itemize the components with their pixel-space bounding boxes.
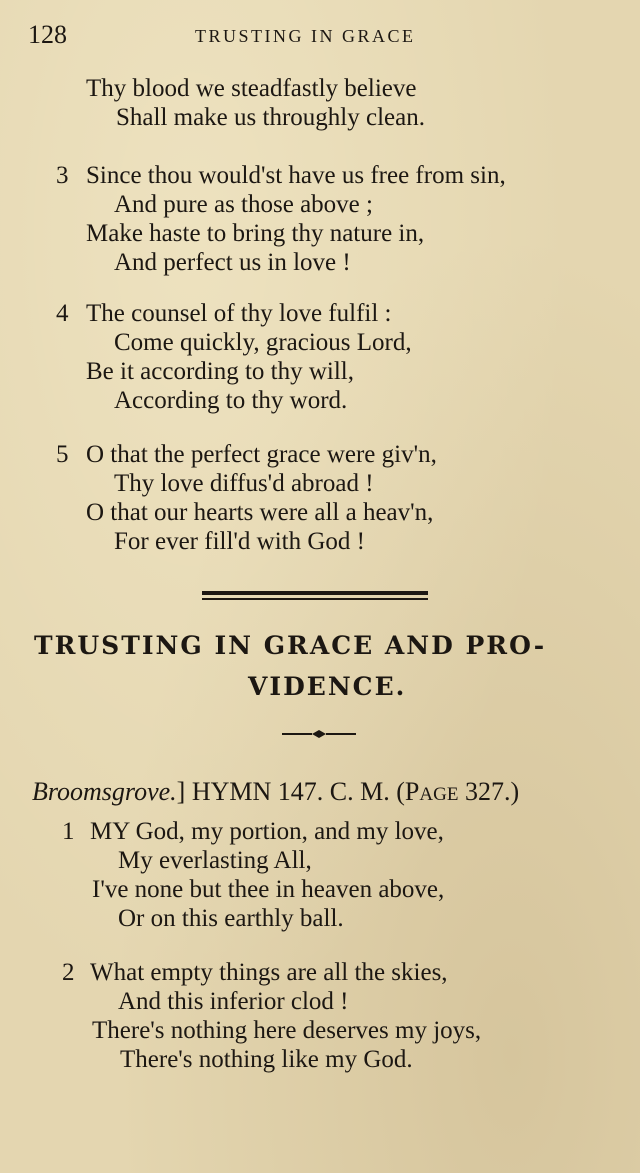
verse-line: The counsel of thy love fulfil : — [86, 300, 392, 327]
verse-line: What empty things are all the skies, — [90, 959, 448, 986]
verse-line: Come quickly, gracious Lord, — [114, 329, 412, 356]
page-number: 128 — [28, 20, 67, 49]
verse-line: And pure as those above ; — [114, 191, 373, 218]
page-header — [0, 20, 640, 54]
verse-line: Make haste to bring thy nature in, — [86, 220, 425, 247]
verse-number: 3 — [56, 162, 69, 189]
verse-number: 1 — [62, 818, 75, 845]
running-head: TRUSTING IN GRACE — [195, 26, 416, 46]
verse-line: There's nothing like my God. — [120, 1046, 413, 1073]
verse-line: My everlasting All, — [118, 847, 312, 874]
verse-line: Or on this earthly ball. — [118, 905, 344, 932]
verse-line: MY God, my portion, and my love, — [90, 818, 444, 845]
verse-number: 5 — [56, 441, 69, 468]
section-title: VIDENCE. — [248, 672, 407, 701]
verse-line: Since thou would'st have us free from sin, — [86, 162, 506, 189]
verse-line: There's nothing here deserves my joys, — [92, 1017, 482, 1044]
divider-rule — [202, 598, 428, 600]
verse-line: Shall make us throughly clean. — [116, 104, 425, 131]
hymn-heading — [32, 777, 519, 810]
hymn-label: HYMN 147. C. M. — [191, 777, 390, 806]
page-reference: (PAGE 327.) — [396, 777, 520, 806]
verse-line: And perfect us in love ! — [114, 249, 351, 276]
verse-line: And this inferior clod ! — [118, 988, 349, 1015]
divider-rule — [202, 591, 428, 595]
verse-line: According to thy word. — [114, 387, 348, 414]
verse-line: Be it according to thy will, — [86, 358, 355, 385]
bracket: ] — [176, 777, 186, 806]
verse-line: Thy love diffus'd abroad ! — [114, 470, 374, 497]
verse-number: 4 — [56, 300, 69, 327]
verse-line: O that our hearts were all a heav'n, — [86, 499, 434, 526]
verse-number: 2 — [62, 959, 75, 986]
verse-line: For ever fill'd with God ! — [114, 528, 365, 555]
section-title: TRUSTING IN GRACE AND PRO- — [34, 631, 547, 660]
verse-line: I've none but thee in heaven above, — [92, 876, 445, 903]
ornament-icon — [282, 727, 356, 741]
tune-name: Broomsgrove. — [32, 777, 177, 806]
verse-line: O that the perfect grace were giv'n, — [86, 441, 437, 468]
verse-line: Thy blood we steadfastly believe — [86, 75, 417, 102]
